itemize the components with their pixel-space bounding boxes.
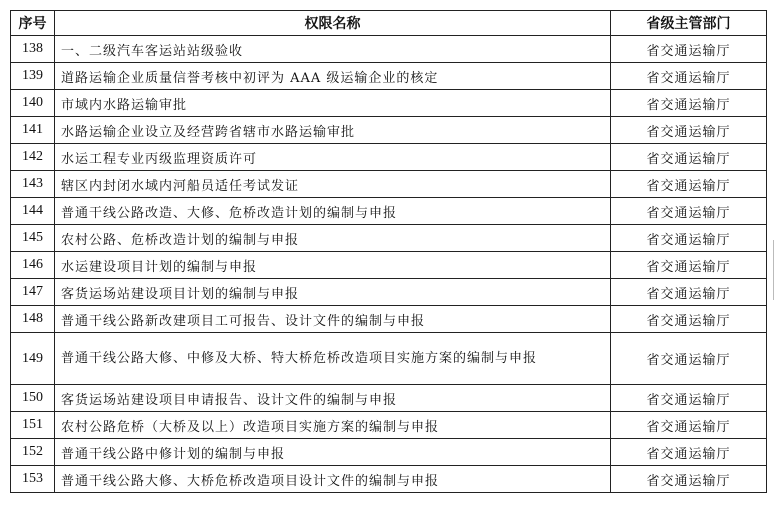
table-row: [11, 90, 767, 117]
row-department: 省交通运输厅: [611, 306, 767, 333]
row-index: 148: [11, 306, 55, 333]
row-department: 省交通运输厅: [611, 90, 767, 117]
row-department: 省交通运输厅: [611, 198, 767, 225]
row-name: 普通干线公路大修、中修及大桥、特大桥危桥改造项目实施方案的编制与申报: [55, 333, 611, 385]
row-index: 143: [11, 171, 55, 198]
permissions-table: [10, 10, 767, 493]
page-edge-divider: [773, 240, 778, 300]
row-index: 142: [11, 144, 55, 171]
table-row: [11, 466, 767, 493]
row-name: 道路运输企业质量信誉考核中初评为 AAA 级运输企业的核定: [55, 63, 611, 90]
row-index: 138: [11, 36, 55, 63]
row-name: 辖区内封闭水域内河船员适任考试发证: [55, 171, 611, 198]
row-department: 省交通运输厅: [611, 412, 767, 439]
row-name: 客货运场站建设项目申请报告、设计文件的编制与申报: [55, 385, 611, 412]
row-department: 省交通运输厅: [611, 63, 767, 90]
row-department: 省交通运输厅: [611, 252, 767, 279]
row-name: 普通干线公路改造、大修、危桥改造计划的编制与申报: [55, 198, 611, 225]
table-row: [11, 279, 767, 306]
header-index: 序号: [11, 11, 55, 36]
row-department: 省交通运输厅: [611, 171, 767, 198]
header-department: 省级主管部门: [611, 11, 767, 36]
row-name: 农村公路、危桥改造计划的编制与申报: [55, 225, 611, 252]
row-index: 141: [11, 117, 55, 144]
row-department: 省交通运输厅: [611, 144, 767, 171]
table-row: [11, 333, 767, 385]
row-name: 普通干线公路中修计划的编制与申报: [55, 439, 611, 466]
row-index: 149: [11, 333, 55, 385]
header-name: 权限名称: [55, 11, 611, 36]
table-row: [11, 63, 767, 90]
table-row: [11, 225, 767, 252]
table-row: [11, 36, 767, 63]
row-name: 农村公路危桥（大桥及以上）改造项目实施方案的编制与申报: [55, 412, 611, 439]
table-row: [11, 385, 767, 412]
table-row: [11, 117, 767, 144]
table-header-row: [11, 11, 767, 36]
row-index: 145: [11, 225, 55, 252]
row-name: 普通干线公路大修、大桥危桥改造项目设计文件的编制与申报: [55, 466, 611, 493]
row-department: 省交通运输厅: [611, 333, 767, 385]
table-row: [11, 171, 767, 198]
row-name: 普通干线公路新改建项目工可报告、设计文件的编制与申报: [55, 306, 611, 333]
row-index: 152: [11, 439, 55, 466]
row-index: 150: [11, 385, 55, 412]
row-index: 151: [11, 412, 55, 439]
row-department: 省交通运输厅: [611, 385, 767, 412]
row-index: 146: [11, 252, 55, 279]
row-department: 省交通运输厅: [611, 36, 767, 63]
row-index: 144: [11, 198, 55, 225]
row-index: 147: [11, 279, 55, 306]
table-row: [11, 252, 767, 279]
table-row: [11, 439, 767, 466]
row-department: 省交通运输厅: [611, 279, 767, 306]
row-index: 140: [11, 90, 55, 117]
row-index: 153: [11, 466, 55, 493]
row-department: 省交通运输厅: [611, 466, 767, 493]
row-department: 省交通运输厅: [611, 439, 767, 466]
table-row: [11, 198, 767, 225]
row-index: 139: [11, 63, 55, 90]
row-name: 客货运场站建设项目计划的编制与申报: [55, 279, 611, 306]
row-name: 市域内水路运输审批: [55, 90, 611, 117]
table-row: [11, 144, 767, 171]
row-department: 省交通运输厅: [611, 117, 767, 144]
table-row: [11, 306, 767, 333]
row-name: 水运建设项目计划的编制与申报: [55, 252, 611, 279]
row-name: 水运工程专业丙级监理资质许可: [55, 144, 611, 171]
row-name: 水路运输企业设立及经营跨省辖市水路运输审批: [55, 117, 611, 144]
table-row: [11, 412, 767, 439]
row-department: 省交通运输厅: [611, 225, 767, 252]
row-name: 一、二级汽车客运站站级验收: [55, 36, 611, 63]
